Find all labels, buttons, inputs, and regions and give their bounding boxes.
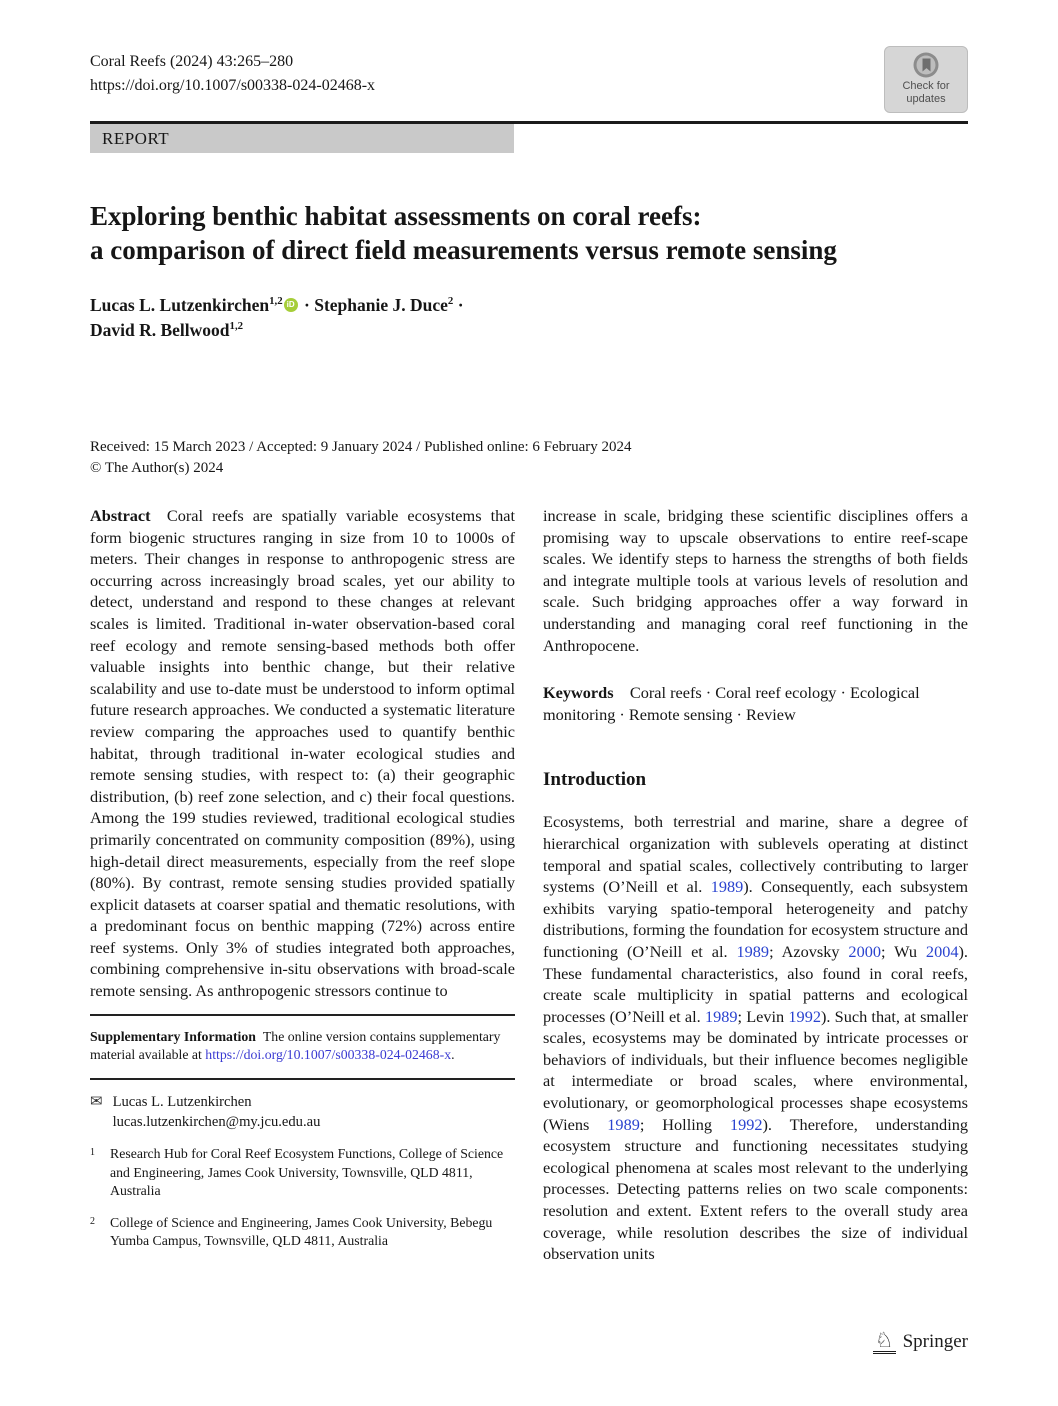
abstract-text (90, 505, 515, 1002)
citation-link[interactable]: 2004 (925, 941, 959, 961)
affiliation-1 (90, 1145, 515, 1201)
affiliation-1-text: Research Hub for Coral Reef Ecosystem Functions, College of Science and Engineering, James Cook University, Townsville, QLD 4811, Australia (110, 1146, 504, 1199)
check-updates-label-1: Check for (902, 80, 950, 92)
correspondence-block (90, 1092, 515, 1132)
two-column-body (90, 505, 968, 1265)
article-title-line-2: a comparison of direct field measurements versus remote sensing (90, 235, 837, 265)
abstract-continuation: increase in scale, bridging these scientific disciplines offers a promising way to upscale observations to entire reef-scape scales. We identify steps to harness the strengths of both fields and integrate multiple tools at various levels of resolution and scale. Such bridging approaches offer a way forward in understanding and managing coral reef functioning in the Anthropocene. (543, 506, 968, 655)
text-segment: · (299, 295, 315, 315)
correspondence-divider (90, 1078, 515, 1080)
article-title (90, 199, 968, 267)
received-accepted-published: Received: 15 March 2023 / Accepted: 9 January 2024 / Published online: 6 February 2024 (90, 439, 632, 455)
check-updates-icon (913, 52, 939, 78)
header (90, 50, 968, 113)
text-segment: Coral reefs are spatially variable ecosystems that form biogenic structures ranging in size from 10 to 1000s of meters. Their changes in response to anthropogenic stress are occurring across increasingly broad scales, yet our ability to detect, understand and respond to these changes at relevant scales is limited. Traditional in-water observation-based coral reef ecology and remote sensing-based methods both offer valuable insights into benthic change, but their relative scalability and use to-date must be understood to inform optimal future research approaches. We conducted a systematic literature review comparing the approaches used to quantify benthic habitat, through traditional in-water ecological studies and remote sensing studies, with respect to: (a) their geographic distribution, (b) reef zone selection, and c) their focal questions. Among the 199 studies reviewed, traditional ecological studies primarily concentrated on community composition (89%), using high-detail direct measurements, especially from the reef slope (80%). By contrast, remote sensing studies provided spatially explicit datasets at coarser spatial and thematic resolutions, with a predominant focus on benthic mapping (72%) across entire reef systems. Only 3% of studies integrated both approaches, combining comprehensive in-situ observations with broad-scale remote sensing. As anthropogenic stressors continue to (90, 506, 515, 1001)
introduction-paragraph (543, 811, 968, 1264)
text-segment: Ecosystems, both terrestrial and marine, share a degree of hierarchical organization with sublevels operating at distinct temporal and spatial scales, collectively contributing to larger systems (O’Neill et al. (543, 812, 968, 897)
text-segment: ). Consequently, each subsystem exhibits varying spatio-temporal heterogeneity and patchy distributions, forming the foundation for ecosystem structure and functioning (O’Neill et al. (543, 877, 968, 961)
correspondence-details (113, 1092, 321, 1132)
text-segment: The online version contains supplementary material available at (90, 1028, 501, 1063)
citation-link[interactable]: 1989 (607, 1114, 640, 1134)
text-segment: ; Levin (737, 1006, 789, 1026)
text-segment: · (453, 295, 464, 315)
text-segment: Lucas L. Lutzenkirchen (90, 295, 270, 315)
citation-link[interactable]: 1992 (788, 1006, 821, 1026)
affiliation-1-number: 1 (90, 1147, 95, 1159)
citation-link[interactable]: 1989 (704, 1006, 738, 1026)
text-segment: 2 (447, 295, 454, 308)
text-segment: ). These fundamental characteristics, also found in coral reefs, create scale multiplicity in spatial patterns and ecological processes (O’Neill et al. (543, 941, 968, 1026)
text-segment: Stephanie J. Duce (314, 295, 448, 315)
affiliation-2 (90, 1214, 515, 1251)
citation-link[interactable]: 2000 (848, 941, 881, 961)
text-segment: Keywords (543, 683, 614, 703)
report-banner (90, 124, 514, 153)
section-heading-introduction: Introduction (543, 769, 647, 791)
text-segment: . (451, 1047, 455, 1063)
email-icon: ✉ (90, 1094, 103, 1111)
report-label: REPORT (102, 128, 170, 148)
text-segment: Supplementary Information (90, 1028, 256, 1044)
text-segment: ). Therefore, understanding ecosystem structure and functioning necessitates studying ecological phenomena at scales most relevant to the underlying processes. Detecting patterns relies on two scale components: resolution and extent. Extent refers to the overall study area coverage, while resolution describes the size of individual observation units (543, 1114, 968, 1264)
text-segment: ; Azovsky (769, 941, 849, 961)
doi-link[interactable]: https://doi.org/10.1007/s00338-024-02468-x (205, 1047, 452, 1063)
check-updates-label-2: updates (906, 93, 946, 105)
text-segment: Coral reefs · Coral reef ecology · Ecological monitoring · Remote sensing · Review (543, 683, 920, 724)
citation-link[interactable]: 1989 (710, 877, 744, 897)
header-citation-block (90, 50, 375, 98)
supplementary-note (90, 1028, 515, 1065)
springer-knight-icon: ♘ (874, 1328, 894, 1352)
orcid-icon: iD (284, 298, 298, 312)
publisher-name: Springer (902, 1331, 968, 1352)
corresponding-author-name: Lucas L. Lutzenkirchen (112, 1094, 252, 1111)
keywords-line (543, 682, 968, 725)
affiliation-2-text: College of Science and Engineering, James Cook University, Bebegu Yumba Campus, Townsville, QLD 4811, Australia (110, 1214, 493, 1249)
footnote-divider (90, 1014, 515, 1016)
corresponding-author-email[interactable]: lucas.lutzenkirchen@my.jcu.edu.au (112, 1114, 321, 1131)
left-column (90, 505, 515, 1265)
text-segment: David R. Bellwood (90, 320, 230, 340)
text-segment: ; Holling (639, 1114, 730, 1134)
text-segment: Abstract (90, 506, 151, 525)
article-doi[interactable]: https://doi.org/10.1007/s00338-024-02468-x (90, 77, 376, 94)
text-segment: ; Wu (880, 941, 926, 961)
affiliation-2-number: 2 (90, 1215, 95, 1227)
journal-citation: Coral Reefs (2024) 43:265–280 (90, 53, 294, 70)
author-line-1 (90, 293, 968, 318)
text-segment: ). Such that, at smaller scales, ecosystems may be dominated by intricate processes or behaviors of individuals, but their influence becomes negligible at intermediate or broad scales, where environmental, evolutionary, or geomorphological processes shape ecosystems (Wiens (543, 1006, 968, 1134)
text-segment: 1,2 (269, 295, 283, 308)
right-column (543, 505, 968, 1265)
article-title-line-1: Exploring benthic habitat assessments on coral reefs: (90, 201, 702, 231)
author-list (90, 293, 968, 343)
citation-link[interactable]: 1992 (729, 1114, 763, 1134)
article-history (90, 437, 968, 479)
springer-logo (873, 1330, 968, 1354)
copyright-line: © The Author(s) 2024 (90, 460, 224, 476)
citation-link[interactable]: 1989 (736, 941, 770, 961)
text-segment: 1,2 (229, 320, 244, 333)
check-updates-button[interactable] (884, 46, 968, 113)
author-line-2 (90, 318, 968, 343)
